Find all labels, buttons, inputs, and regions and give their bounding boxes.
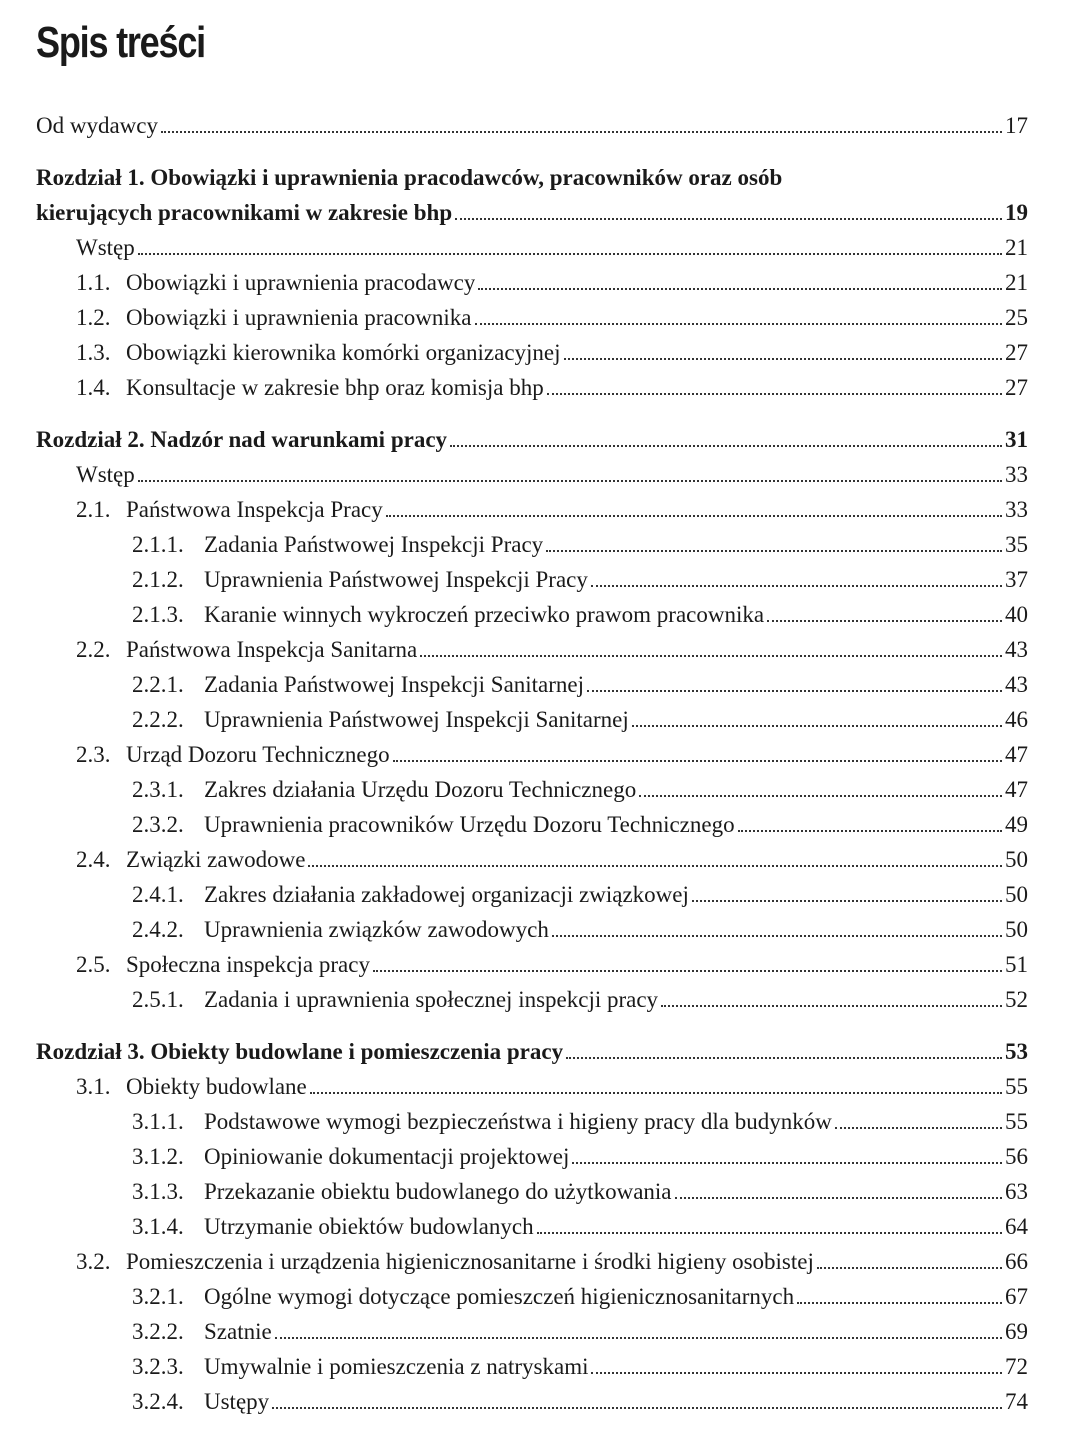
toc-entry-title: Podstawowe wymogi bezpieczeństwa i higieny pracy dla budynków: [204, 1109, 832, 1134]
toc-entry: [36, 195, 1028, 230]
toc-entry: [36, 667, 1028, 702]
toc-entry-number: 2.2.1.: [132, 672, 184, 697]
dot-leader: [591, 581, 1002, 587]
toc-entry-title: Ustępy: [204, 1389, 270, 1414]
dot-leader: [632, 721, 1002, 727]
toc-entry-title: Rozdział 3. Obiekty budowlane i pomieszczenia pracy: [36, 1039, 564, 1064]
toc-entry: [36, 1104, 1028, 1139]
toc-entry-number: 2.1.1.: [132, 532, 184, 557]
toc-entry-title: Zadania Państwowej Inspekcji Pracy: [204, 532, 544, 557]
toc-entry-page: 25: [1005, 305, 1028, 330]
dot-leader: [386, 511, 1002, 517]
toc-entry-page: 35: [1005, 532, 1028, 557]
toc-entry: [36, 527, 1028, 562]
dot-leader: [138, 476, 1002, 482]
toc-entry-title: kierujących pracownikami w zakresie bhp: [36, 200, 453, 225]
toc-entry: [36, 562, 1028, 597]
toc-entry-title: Wstęp: [76, 462, 135, 487]
dot-leader: [161, 127, 1002, 133]
toc-entry-title: Urząd Dozoru Technicznego: [126, 742, 390, 767]
toc-entry: [36, 807, 1028, 842]
dot-leader: [478, 284, 1002, 290]
toc-entry: [36, 947, 1028, 982]
toc-entry-page: 51: [1005, 952, 1028, 977]
toc-entry: [36, 335, 1028, 370]
toc-entry-page: 43: [1005, 672, 1028, 697]
toc-entry-title: Uprawnienia pracowników Urzędu Dozoru Technicznego: [204, 812, 735, 837]
dot-leader: [767, 616, 1002, 622]
toc-entry-number: 2.3.2.: [132, 812, 184, 837]
toc-entry-page: 63: [1005, 1179, 1028, 1204]
toc-entry: [36, 370, 1028, 405]
toc-entry-title: Uprawnienia związków zawodowych: [204, 917, 549, 942]
toc-entry-page: 47: [1005, 742, 1028, 767]
dot-leader: [692, 896, 1002, 902]
toc-entry-number: 2.2.2.: [132, 707, 184, 732]
toc-entry-page: 21: [1005, 235, 1028, 260]
toc-entry-page: 40: [1005, 602, 1028, 627]
toc-entry-number: 3.2.1.: [132, 1284, 184, 1309]
toc-entry-number: 2.2.: [76, 637, 111, 662]
toc-entry: [36, 1174, 1028, 1209]
toc-entry-page: 72: [1005, 1354, 1028, 1379]
toc-entry: [36, 1034, 1028, 1069]
toc-entry-title: Rozdział 2. Nadzór nad warunkami pracy: [36, 427, 448, 452]
toc-entry-number: 2.3.1.: [132, 777, 184, 802]
toc-entry-number: 1.3.: [76, 340, 111, 365]
toc-entry: [36, 1069, 1028, 1104]
toc-entry-page: 69: [1005, 1319, 1028, 1344]
toc-entry: [36, 597, 1028, 632]
toc-entry-page: 33: [1005, 497, 1028, 522]
toc-entry-number: 3.2.3.: [132, 1354, 184, 1379]
toc-entry-page: 27: [1005, 375, 1028, 400]
toc-entry-title: Umywalnie i pomieszczenia z natryskami: [204, 1354, 589, 1379]
dot-leader: [817, 1263, 1002, 1269]
toc-entry: [36, 1139, 1028, 1174]
toc-entry: [36, 1244, 1028, 1279]
dot-leader: [450, 441, 1002, 447]
dot-leader: [537, 1228, 1002, 1234]
dot-leader: [455, 214, 1002, 220]
toc-entry-page: 21: [1005, 270, 1028, 295]
dot-leader: [272, 1403, 1002, 1409]
dot-leader: [661, 1001, 1002, 1007]
toc-entry: [36, 842, 1028, 877]
toc-entry-page: 43: [1005, 637, 1028, 662]
dot-leader: [675, 1193, 1002, 1199]
dot-leader: [308, 861, 1002, 867]
toc-entry-title: Uprawnienia Państwowej Inspekcji Pracy: [204, 567, 588, 592]
toc-entry: [36, 1279, 1028, 1314]
toc-entry: [36, 160, 1028, 195]
dot-leader: [420, 651, 1002, 657]
toc-entry-number: 3.1.3.: [132, 1179, 184, 1204]
toc-entry-page: 19: [1005, 200, 1028, 225]
toc-entry: [36, 108, 1028, 143]
toc-entry-page: 53: [1005, 1039, 1028, 1064]
toc-entry-title: Społeczna inspekcja pracy: [126, 952, 370, 977]
toc-entry-title: Zakres działania zakładowej organizacji związkowej: [204, 882, 689, 907]
toc-entry-number: 1.2.: [76, 305, 111, 330]
toc-entry-title: Szatnie: [204, 1319, 272, 1344]
toc-entry-title: Karanie winnych wykroczeń przeciwko prawom pracownika: [204, 602, 765, 627]
toc-entry-title: Zadania Państwowej Inspekcji Sanitarnej: [204, 672, 585, 697]
toc-entry-title: Obowiązki i uprawnienia pracownika: [126, 305, 472, 330]
toc-entry-page: 33: [1005, 462, 1028, 487]
toc-entry: [36, 1314, 1028, 1349]
toc-entry-number: 3.1.: [76, 1074, 111, 1099]
toc-entry: [36, 422, 1028, 457]
toc-entry-number: 2.1.2.: [132, 567, 184, 592]
table-of-contents: [36, 108, 1028, 1419]
toc-entry-page: 56: [1005, 1144, 1028, 1169]
dot-leader: [552, 931, 1002, 937]
toc-entry: [36, 230, 1028, 265]
dot-leader: [373, 966, 1002, 972]
toc-entry-page: 50: [1005, 917, 1028, 942]
dot-leader: [591, 1368, 1002, 1374]
dot-leader: [547, 389, 1002, 395]
toc-entry-number: 3.1.2.: [132, 1144, 184, 1169]
toc-entry-number: 2.3.: [76, 742, 111, 767]
dot-leader: [564, 354, 1002, 360]
toc-entry: [36, 457, 1028, 492]
toc-entry-page: 47: [1005, 777, 1028, 802]
toc-entry: [36, 702, 1028, 737]
toc-entry-page: 50: [1005, 882, 1028, 907]
dot-leader: [572, 1158, 1002, 1164]
toc-entry-number: 1.1.: [76, 270, 111, 295]
dot-leader: [546, 546, 1002, 552]
toc-entry-title: Pomieszczenia i urządzenia higienicznosanitarne i środki higieny osobistej: [126, 1249, 814, 1274]
toc-entry-page: 46: [1005, 707, 1028, 732]
toc-entry: [36, 1209, 1028, 1244]
toc-entry-title: Obiekty budowlane: [126, 1074, 307, 1099]
toc-entry-number: 2.1.3.: [132, 602, 184, 627]
toc-entry-title: Rozdział 1. Obowiązki i uprawnienia pracodawców, pracowników oraz osób: [36, 165, 783, 190]
toc-entry-page: 66: [1005, 1249, 1028, 1274]
toc-entry: [36, 877, 1028, 912]
toc-entry-title: Obowiązki i uprawnienia pracodawcy: [126, 270, 476, 295]
dot-leader: [566, 1053, 1002, 1059]
toc-entry-title: Związki zawodowe: [126, 847, 306, 872]
toc-entry: [36, 1349, 1028, 1384]
toc-entry-title: Wstęp: [76, 235, 135, 260]
toc-entry-title: Opiniowanie dokumentacji projektowej: [204, 1144, 570, 1169]
toc-entry-title: Zakres działania Urzędu Dozoru Technicznego: [204, 777, 637, 802]
toc-entry: [36, 982, 1028, 1017]
toc-entry: [36, 912, 1028, 947]
toc-entry-title: Od wydawcy: [36, 113, 158, 138]
toc-entry-page: 49: [1005, 812, 1028, 837]
toc-entry-title: Konsultacje w zakresie bhp oraz komisja bhp: [126, 375, 544, 400]
toc-entry: [36, 632, 1028, 667]
toc-entry-page: 55: [1005, 1109, 1028, 1134]
toc-entry-number: 2.5.1.: [132, 987, 184, 1012]
dot-leader: [393, 756, 1002, 762]
toc-entry-number: 2.4.2.: [132, 917, 184, 942]
toc-entry-page: 55: [1005, 1074, 1028, 1099]
toc-entry-number: 2.4.: [76, 847, 111, 872]
toc-entry: [36, 492, 1028, 527]
toc-entry: [36, 772, 1028, 807]
toc-entry-page: 37: [1005, 567, 1028, 592]
toc-entry-number: 3.2.4.: [132, 1389, 184, 1414]
toc-entry-number: 1.4.: [76, 375, 111, 400]
dot-leader: [138, 249, 1002, 255]
toc-entry-number: 3.1.1.: [132, 1109, 184, 1134]
dot-leader: [639, 791, 1002, 797]
toc-entry: [36, 300, 1028, 335]
dot-leader: [475, 319, 1002, 325]
toc-entry-page: 50: [1005, 847, 1028, 872]
dot-leader: [738, 826, 1002, 832]
toc-entry-number: 3.2.: [76, 1249, 111, 1274]
toc-entry-title: Zadania i uprawnienia społecznej inspekcji pracy: [204, 987, 659, 1012]
toc-entry-title: Przekazanie obiektu budowlanego do użytkowania: [204, 1179, 672, 1204]
toc-entry-page: 17: [1005, 113, 1028, 138]
toc-entry-number: 2.4.1.: [132, 882, 184, 907]
dot-leader: [835, 1123, 1002, 1129]
dot-leader: [797, 1298, 1002, 1304]
toc-entry-number: 3.1.4.: [132, 1214, 184, 1239]
toc-entry-title: Uprawnienia Państwowej Inspekcji Sanitarnej: [204, 707, 629, 732]
page-title: Spis treści: [36, 18, 205, 67]
toc-entry-title: Państwowa Inspekcja Sanitarna: [126, 637, 418, 662]
toc-entry-number: 3.2.2.: [132, 1319, 184, 1344]
toc-entry-page: 31: [1005, 427, 1028, 452]
dot-leader: [310, 1088, 1002, 1094]
toc-entry-page: 64: [1005, 1214, 1028, 1239]
dot-leader: [275, 1333, 1002, 1339]
dot-leader: [587, 686, 1002, 692]
toc-entry-title: Państwowa Inspekcja Pracy: [126, 497, 383, 522]
toc-entry-number: 2.5.: [76, 952, 111, 977]
toc-entry-page: 74: [1005, 1389, 1028, 1414]
toc-entry-title: Ogólne wymogi dotyczące pomieszczeń higienicznosanitarnych: [204, 1284, 795, 1309]
toc-entry-page: 27: [1005, 340, 1028, 365]
toc-entry-title: Obowiązki kierownika komórki organizacyjnej: [126, 340, 561, 365]
toc-entry-title: Utrzymanie obiektów budowlanych: [204, 1214, 534, 1239]
toc-entry-page: 52: [1005, 987, 1028, 1012]
toc-entry-page: 67: [1005, 1284, 1028, 1309]
toc-entry: [36, 737, 1028, 772]
toc-entry-number: 2.1.: [76, 497, 111, 522]
toc-entry: [36, 1384, 1028, 1419]
toc-entry: [36, 265, 1028, 300]
